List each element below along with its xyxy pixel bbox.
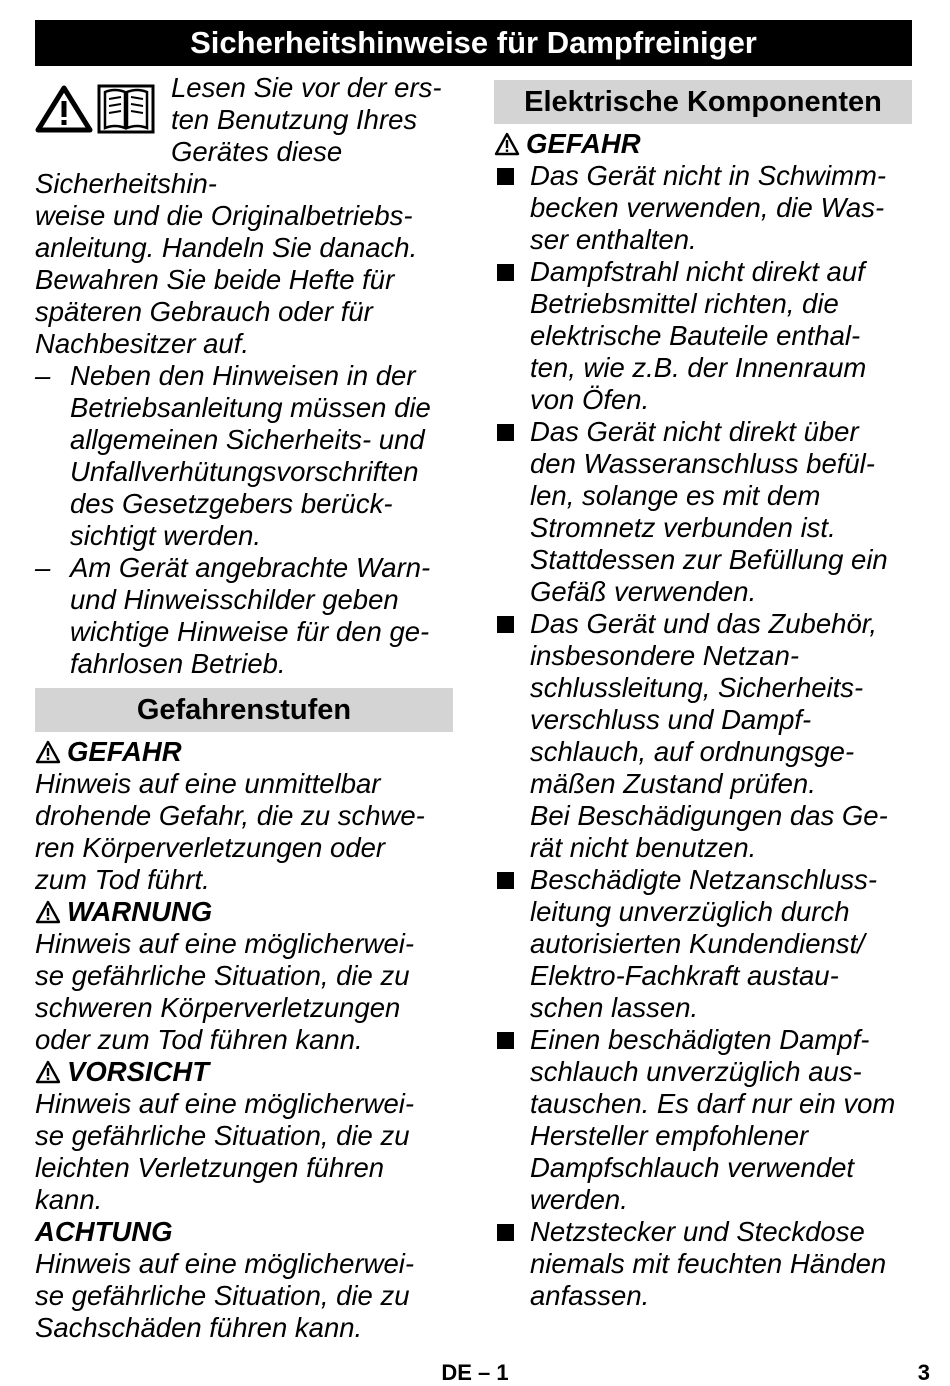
level-description: [35, 928, 453, 1056]
intro-icons: [35, 78, 159, 140]
bullet-square-icon: [494, 416, 530, 608]
bullet-list-item: [494, 160, 912, 256]
footer-section-label: DE – 1: [441, 1360, 509, 1385]
dash-marker: –: [35, 360, 51, 391]
warning-triangle-icon: [35, 900, 61, 924]
intro-line: Gerätes diese Sicherheitshin-: [35, 136, 343, 199]
danger-level: [35, 736, 453, 896]
left-column: [35, 72, 453, 1344]
danger-label-text: GEFAHR: [526, 128, 641, 159]
text-line: Dampfschlauch verwendet: [530, 1152, 855, 1183]
bullet-text: [530, 608, 888, 864]
text-line: len, solange es mit dem: [530, 480, 821, 511]
text-line: fahrlosen Betrieb.: [70, 648, 286, 679]
text-line: kann.: [35, 1184, 103, 1215]
text-line: Einen beschädigten Dampf-: [530, 1024, 870, 1055]
text-line: Das Gerät nicht direkt über: [530, 416, 859, 447]
text-line: autorisierten Kundendienst/: [530, 928, 865, 959]
text-line: und Hinweisschilder geben: [70, 584, 399, 615]
notice-level: [35, 1216, 453, 1344]
text-line: Neben den Hinweisen in der: [70, 360, 416, 391]
dash-item-text: [70, 360, 431, 552]
text-line: leichten Verletzungen führen: [35, 1152, 385, 1183]
text-line: oder zum Tod führen kann.: [35, 1024, 363, 1055]
level-title: [35, 1216, 453, 1248]
text-line: schweren Körperverletzungen: [35, 992, 401, 1023]
bullet-text: [530, 864, 877, 1024]
text-line: becken verwenden, die Was-: [530, 192, 885, 223]
text-line: Beschädigte Netzanschluss-: [530, 864, 877, 895]
intro-line: anleitung. Handeln Sie danach.: [35, 232, 418, 263]
level-description: [35, 1088, 453, 1216]
warning-triangle-icon: [35, 740, 61, 764]
text-line: Hinweis auf eine unmittelbar: [35, 768, 381, 799]
bullet-text: [530, 160, 886, 256]
bullet-list-item: [494, 416, 912, 608]
intro-line: Nachbesitzer auf.: [35, 328, 249, 359]
bullet-list-item: [494, 608, 912, 864]
text-line: Dampfstrahl nicht direkt auf: [530, 256, 865, 287]
bullet-square-icon: [494, 1024, 530, 1216]
bullet-text: [530, 256, 866, 416]
text-line: Stromnetz verbunden ist.: [530, 512, 836, 543]
bullet-list-item: [494, 1024, 912, 1216]
section-heading-levels: Gefahrenstufen: [35, 688, 453, 732]
text-line: schlussleitung, Sicherheits-: [530, 672, 864, 703]
text-line: Hinweis auf eine möglicherwei-: [35, 928, 415, 959]
text-line: von Öfen.: [530, 384, 650, 415]
text-line: Betriebsmittel richten, die: [530, 288, 839, 319]
text-line: Elektro-Fachkraft austau-: [530, 960, 839, 991]
text-line: Unfallverhütungsvorschriften: [70, 456, 419, 487]
dash-list-item: [35, 552, 453, 680]
text-line: Sachschäden führen kann.: [35, 1312, 363, 1343]
bullet-square-icon: [494, 256, 530, 416]
text-line: se gefährliche Situation, die zu: [35, 1280, 410, 1311]
manual-book-icon: [97, 84, 155, 134]
text-line: drohende Gefahr, die zu schwe-: [35, 800, 425, 831]
warning-triangle-icon: [35, 1060, 61, 1084]
level-title-text: GEFAHR: [67, 736, 182, 767]
bullet-square-icon: [494, 608, 530, 864]
text-line: se gefährliche Situation, die zu: [35, 1120, 410, 1151]
level-title-text: VORSICHT: [67, 1056, 210, 1087]
page-title: Sicherheitshinweise für Dampfreiniger: [35, 20, 912, 66]
warning-triangle-icon: [35, 85, 93, 133]
text-line: Am Gerät angebrachte Warn-: [70, 552, 431, 583]
intro-line: Lesen Sie vor der ers-: [171, 72, 442, 103]
warning-level: [35, 896, 453, 1056]
text-line: schen lassen.: [530, 992, 699, 1023]
dash-list-item: [35, 360, 453, 552]
level-description: [35, 768, 453, 896]
text-line: elektrische Bauteile enthal-: [530, 320, 861, 351]
text-line: ren Körperverletzungen oder: [35, 832, 386, 863]
text-line: den Wasseranschluss befül-: [530, 448, 875, 479]
text-line: Hinweis auf eine möglicherwei-: [35, 1248, 415, 1279]
text-line: schlauch, auf ordnungsge-: [530, 736, 855, 767]
bullet-square-icon: [494, 160, 530, 256]
intro-line: weise und die Originalbetriebs-: [35, 200, 413, 231]
text-line: niemals mit feuchten Händen: [530, 1248, 887, 1279]
caution-level: [35, 1056, 453, 1216]
text-line: schlauch unverzüglich aus-: [530, 1056, 862, 1087]
text-line: Das Gerät und das Zubehör,: [530, 608, 878, 639]
danger-label: [494, 128, 912, 160]
text-line: rät nicht benutzen.: [530, 832, 757, 863]
level-title: [35, 896, 453, 928]
text-line: werden.: [530, 1184, 628, 1215]
intro-line: späteren Gebrauch oder für: [35, 296, 373, 327]
text-line: se gefährliche Situation, die zu: [35, 960, 410, 991]
text-line: zum Tod führt.: [35, 864, 210, 895]
text-line: leitung unverzüglich durch: [530, 896, 850, 927]
text-line: ser enthalten.: [530, 224, 697, 255]
text-line: mäßen Zustand prüfen.: [530, 768, 816, 799]
intro-line: ten Benutzung Ihres: [171, 104, 418, 135]
level-title-text: ACHTUNG: [35, 1216, 173, 1247]
right-column: [494, 72, 912, 1312]
section-heading-electrical: Elektrische Komponenten: [494, 80, 912, 124]
dash-marker: –: [35, 552, 51, 583]
text-line: tauschen. Es darf nur ein vom: [530, 1088, 896, 1119]
text-line: Gefäß verwenden.: [530, 576, 757, 607]
text-line: anfassen.: [530, 1280, 650, 1311]
bullet-text: [530, 1216, 886, 1312]
text-line: insbesondere Netzan-: [530, 640, 800, 671]
text-line: Betriebsanleitung müssen die: [70, 392, 431, 423]
text-line: verschluss und Dampf-: [530, 704, 812, 735]
level-title-text: WARNUNG: [67, 896, 213, 927]
bullet-square-icon: [494, 1216, 530, 1312]
page-number: 3: [917, 1360, 930, 1385]
text-line: Netzstecker und Steckdose: [530, 1216, 865, 1247]
intro-block: [35, 72, 453, 360]
text-line: Das Gerät nicht in Schwimm-: [530, 160, 887, 191]
level-title: [35, 736, 453, 768]
text-line: allgemeinen Sicherheits- und: [70, 424, 425, 455]
text-line: ten, wie z.B. der Innenraum: [530, 352, 867, 383]
warning-triangle-icon: [494, 132, 520, 156]
level-title: [35, 1056, 453, 1088]
text-line: Stattdessen zur Befüllung ein: [530, 544, 888, 575]
text-line: Bei Beschädigungen das Ge-: [530, 800, 888, 831]
bullet-list-item: [494, 864, 912, 1024]
bullet-text: [530, 416, 888, 608]
text-line: sichtigt werden.: [70, 520, 262, 551]
bullet-text: [530, 1024, 895, 1216]
text-line: Hersteller empfohlener: [530, 1120, 809, 1151]
dash-item-text: [70, 552, 430, 680]
text-line: Hinweis auf eine möglicherwei-: [35, 1088, 415, 1119]
text-line: wichtige Hinweise für den ge-: [70, 616, 430, 647]
bullet-list-item: [494, 1216, 912, 1312]
bullet-list-item: [494, 256, 912, 416]
bullet-square-icon: [494, 864, 530, 1024]
text-line: des Gesetzgebers berück-: [70, 488, 393, 519]
level-description: [35, 1248, 453, 1344]
intro-line: Bewahren Sie beide Hefte für: [35, 264, 395, 295]
